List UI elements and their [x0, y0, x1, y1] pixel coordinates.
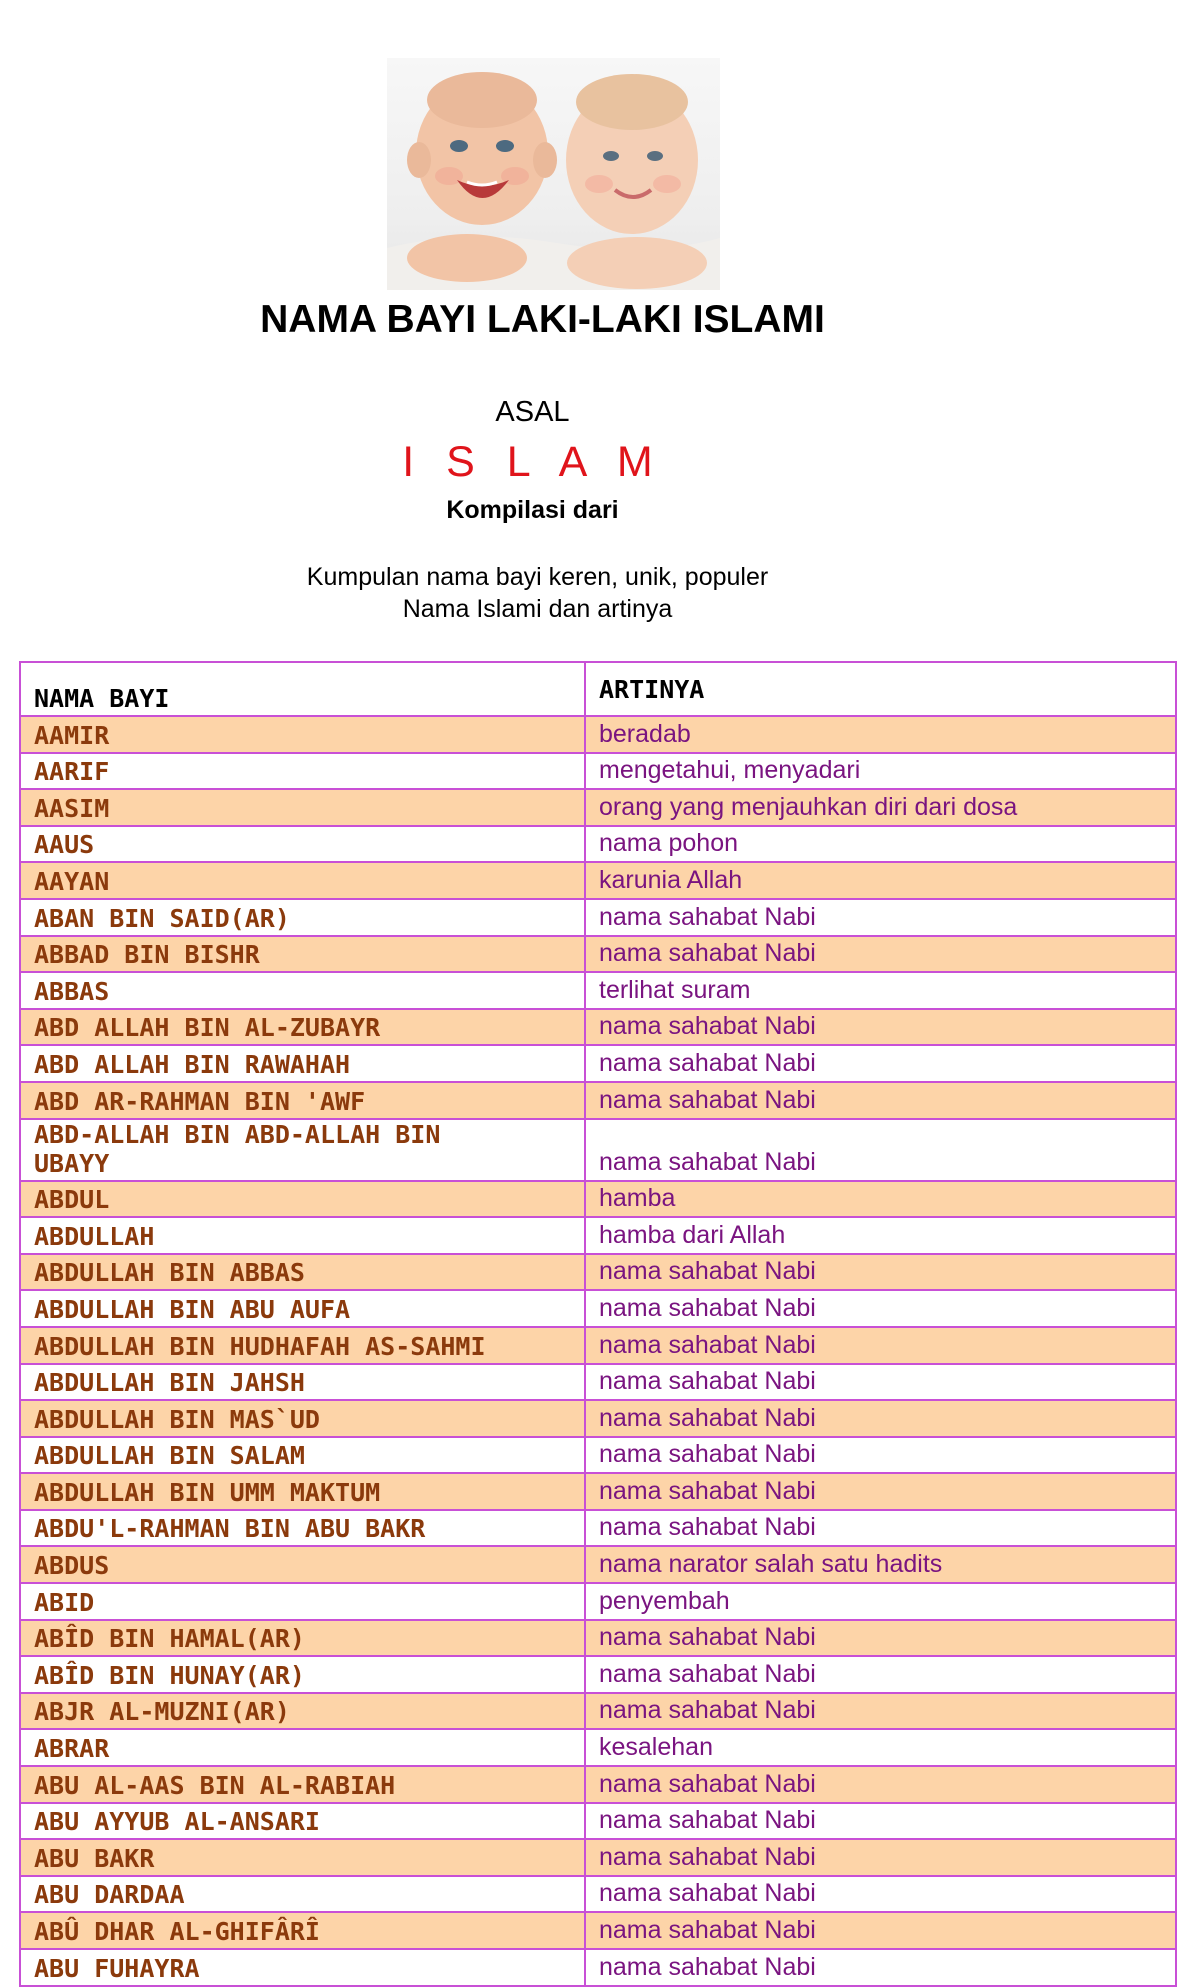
table-row — [21, 1804, 1175, 1841]
meaning-cell: nama sahabat Nabi — [599, 1769, 816, 1798]
meaning-cell: nama sahabat Nabi — [599, 902, 816, 931]
name-cell: ABDULLAH BIN UMM MAKTUM — [21, 1474, 586, 1509]
meaning-cell: nama sahabat Nabi — [599, 1806, 816, 1835]
table-row — [21, 1474, 1175, 1511]
table-row — [21, 1730, 1175, 1767]
name-cell: ABDULLAH — [21, 1218, 586, 1253]
table-row — [21, 1255, 1175, 1292]
table-row — [21, 717, 1175, 754]
table-row — [21, 863, 1175, 900]
table-row — [21, 937, 1175, 974]
table-row — [21, 1046, 1175, 1083]
table-row — [21, 900, 1175, 937]
name-cell: ABD-ALLAH BIN ABD-ALLAH BIN UBAYY — [21, 1120, 586, 1180]
table-row — [21, 1010, 1175, 1047]
description-line-1: Kumpulan nama bayi keren, unik, populer — [306, 563, 769, 591]
meaning-cell: nama sahabat Nabi — [599, 1012, 816, 1041]
table-row — [21, 1120, 1175, 1182]
name-cell: ABD ALLAH BIN RAWAHAH — [21, 1046, 586, 1081]
meaning-cell: nama sahabat Nabi — [599, 1085, 816, 1114]
meaning-cell: nama sahabat Nabi — [599, 939, 816, 968]
table-row — [21, 754, 1175, 791]
meaning-cell: karunia Allah — [599, 865, 743, 894]
name-cell: ABRAR — [21, 1730, 586, 1765]
name-cell: ABÎD BIN HUNAY(AR) — [21, 1657, 586, 1692]
meaning-cell: nama sahabat Nabi — [599, 1293, 816, 1322]
name-cell: ABJR AL-MUZNI(AR) — [21, 1694, 586, 1729]
meaning-cell: nama sahabat Nabi — [599, 1916, 816, 1944]
name-cell: ABDUL — [21, 1182, 586, 1217]
name-cell: ABID — [21, 1584, 586, 1619]
table-row — [21, 1218, 1175, 1255]
name-cell: AARIF — [21, 754, 586, 789]
table-row — [21, 1584, 1175, 1621]
table-row — [21, 1950, 1175, 1987]
meaning-cell: nama sahabat Nabi — [599, 1440, 816, 1469]
meaning-cell: penyembah — [599, 1586, 730, 1615]
name-cell: AAYAN — [21, 863, 586, 898]
meaning-cell: nama sahabat Nabi — [599, 1367, 816, 1396]
meaning-cell: nama sahabat Nabi — [599, 1952, 816, 1981]
meaning-cell: nama narator salah satu hadits — [599, 1550, 943, 1579]
column-header-meaning: ARTINYA — [599, 674, 705, 704]
babies-photo — [387, 58, 720, 290]
name-cell: ABDULLAH BIN ABBAS — [21, 1255, 586, 1290]
meaning-cell: hamba dari Allah — [599, 1220, 786, 1249]
meaning-cell: nama sahabat Nabi — [599, 1842, 816, 1871]
name-cell: ABDU'L-RAHMAN BIN ABU BAKR — [21, 1511, 586, 1546]
name-cell: ABDULLAH BIN MAS`UD — [21, 1401, 586, 1436]
meaning-cell: nama sahabat Nabi — [599, 1476, 816, 1505]
name-cell: ABD AR-RAHMAN BIN 'AWF — [21, 1083, 586, 1118]
table-row — [21, 790, 1175, 827]
name-cell: ABÛ DHAR AL-GHIFÂRÎ — [21, 1913, 586, 1948]
name-cell: ABBAD BIN BISHR — [21, 937, 586, 972]
name-cell: ABBAS — [21, 973, 586, 1008]
table-row — [21, 973, 1175, 1010]
meaning-cell: nama sahabat Nabi — [599, 1403, 816, 1432]
meaning-cell: nama sahabat Nabi — [599, 1048, 816, 1077]
table-row — [21, 1291, 1175, 1328]
name-cell: ABDUS — [21, 1547, 586, 1582]
description-line-2: Nama Islami dan artinya — [402, 595, 673, 623]
table-row — [21, 1840, 1175, 1877]
compiled-from: Kompilasi dari — [446, 496, 619, 524]
meaning-cell: nama sahabat Nabi — [599, 1659, 816, 1688]
meaning-cell: nama sahabat Nabi — [599, 1623, 816, 1652]
name-cell: ABDULLAH BIN HUDHAFAH AS-SAHMI — [21, 1328, 586, 1363]
name-cell: ABU AYYUB AL-ANSARI — [21, 1804, 586, 1839]
meaning-cell: nama sahabat Nabi — [599, 1696, 816, 1725]
table-row — [21, 1328, 1175, 1365]
origin-value: I S L A M — [402, 438, 663, 486]
table-row — [21, 1657, 1175, 1694]
meaning-cell: kesalehan — [599, 1733, 713, 1762]
column-header-name: NAMA BAYI — [21, 663, 586, 715]
names-table — [19, 661, 1177, 1987]
origin-label: ASAL — [495, 396, 570, 428]
table-row — [21, 1913, 1175, 1950]
table-row — [21, 1182, 1175, 1219]
table-row — [21, 1511, 1175, 1548]
name-cell: ABU AL-AAS BIN AL-RABIAH — [21, 1767, 586, 1802]
name-cell: AAUS — [21, 827, 586, 862]
meaning-cell: nama sahabat Nabi — [599, 1147, 816, 1176]
name-cell: ABU FUHAYRA — [21, 1950, 586, 1985]
meaning-cell: nama sahabat Nabi — [599, 1330, 816, 1359]
name-cell: ABDULLAH BIN SALAM — [21, 1438, 586, 1473]
meaning-cell: nama sahabat Nabi — [599, 1879, 816, 1908]
meaning-cell: mengetahui, menyadari — [599, 756, 861, 785]
table-row — [21, 1621, 1175, 1658]
name-cell: ABDULLAH BIN JAHSH — [21, 1365, 586, 1400]
table-row — [21, 1767, 1175, 1804]
table-header-row — [21, 663, 1175, 717]
meaning-cell: nama sahabat Nabi — [599, 1257, 816, 1286]
table-row — [21, 1547, 1175, 1584]
name-cell: ABD ALLAH BIN AL-ZUBAYR — [21, 1010, 586, 1045]
name-cell: ABAN BIN SAID(AR) — [21, 900, 586, 935]
name-cell: ABÎD BIN HAMAL(AR) — [21, 1621, 586, 1656]
meaning-cell: orang yang menjauhkan diri dari dosa — [599, 792, 1018, 821]
table-row — [21, 1365, 1175, 1402]
table-row — [21, 1401, 1175, 1438]
name-cell: ABDULLAH BIN ABU AUFA — [21, 1291, 586, 1326]
meaning-cell: terlihat suram — [599, 975, 751, 1004]
table-row — [21, 1438, 1175, 1475]
name-cell: AASIM — [21, 790, 586, 825]
table-row — [21, 1877, 1175, 1914]
table-row — [21, 1694, 1175, 1731]
name-cell: AAMIR — [21, 717, 586, 752]
table-row — [21, 1083, 1175, 1120]
meaning-cell: nama sahabat Nabi — [599, 1513, 816, 1542]
meaning-cell: nama pohon — [599, 829, 739, 858]
description — [0, 561, 1075, 625]
name-cell: ABU BAKR — [21, 1840, 586, 1875]
page-title: NAMA BAYI LAKI-LAKI ISLAMI — [260, 298, 825, 341]
meaning-cell: beradab — [599, 719, 691, 748]
meaning-cell: hamba — [599, 1184, 676, 1213]
name-cell: ABU DARDAA — [21, 1877, 586, 1912]
table-row — [21, 827, 1175, 864]
